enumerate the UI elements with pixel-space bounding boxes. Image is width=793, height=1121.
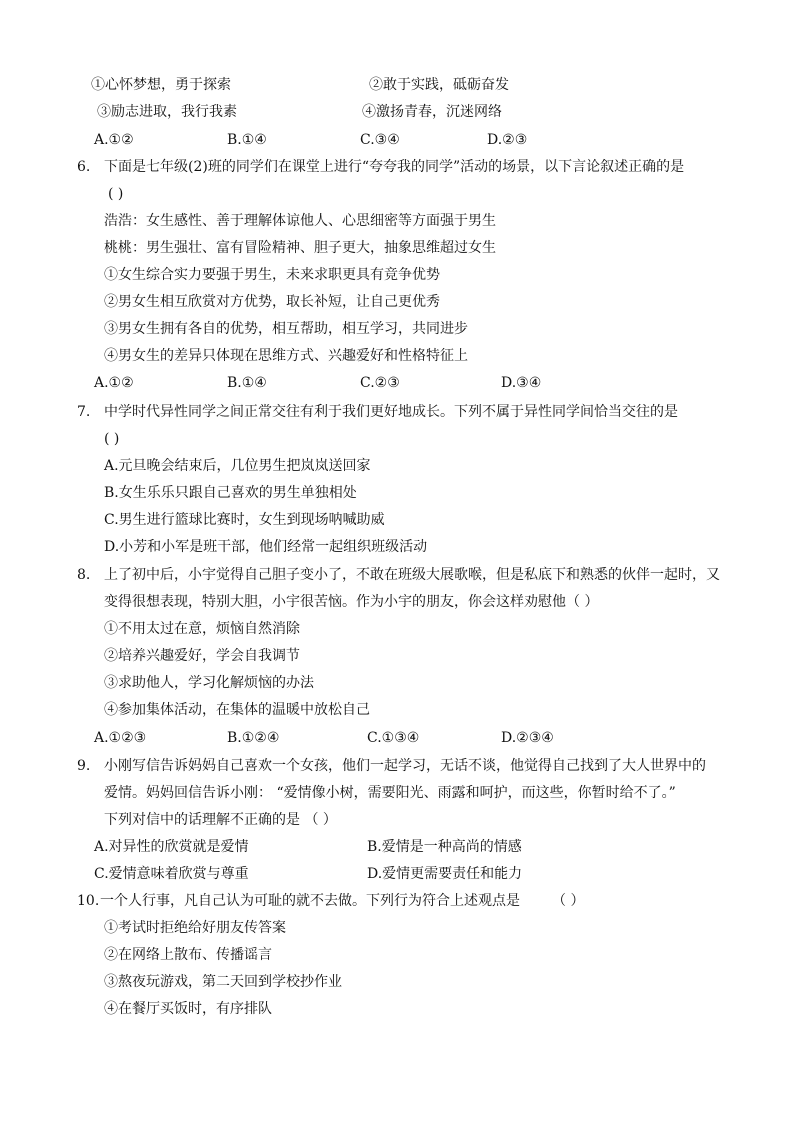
q5-statement-2: ②敢于实践，砥砺奋发 — [369, 77, 509, 93]
q7-option-d: D.小芳和小军是班干部，他们经常一起组织班级活动 — [104, 539, 428, 555]
q5-option-a: A.①② — [94, 132, 134, 148]
q10-statement-4: ④在餐厅买饭时，有序排队 — [104, 1001, 272, 1017]
q9-option-a: A.对异性的欣赏就是爱情 — [94, 839, 249, 855]
q5-statement-4: ④激扬青春，沉迷网络 — [362, 104, 502, 120]
q8-option-c: C.①③④ — [367, 730, 420, 746]
q7-stem: 中学时代异性同学之间正常交往有利于我们更好地成长。下列不属于异性同学间恰当交往的是 — [104, 404, 678, 420]
q10-statement-3: ③熬夜玩游戏，第二天回到学校抄作业 — [104, 974, 342, 990]
q10-number: 10. — [77, 893, 100, 909]
q9-option-d: D.爱情更需要责任和能力 — [367, 866, 523, 882]
q6-statement-4: ④男女生的差异只体现在思维方式、兴趣爱好和性格特征上 — [104, 348, 468, 364]
q8-statement-4: ④参加集体活动，在集体的温暖中放松自己 — [104, 702, 370, 718]
q9-option-b: B.爱情是一种高尚的情感 — [367, 839, 522, 855]
q8-option-a: A.①②③ — [94, 730, 147, 746]
q7-number: 7. — [77, 404, 91, 420]
q10-answer-paren: （ ） — [552, 893, 585, 909]
q9-stem-line-3: 下列对信中的话理解不正确的是 （ ） — [104, 812, 337, 828]
q6-dialogue-1: 浩浩：女生感性、善于理解体谅他人、心思细密等方面强于男生 — [104, 213, 496, 229]
q6-statement-3: ③男女生拥有各自的优势，相互帮助，相互学习，共同进步 — [104, 321, 468, 337]
q6-number: 6. — [77, 159, 91, 175]
q7-option-b: B.女生乐乐只跟自己喜欢的男生单独相处 — [104, 485, 357, 501]
q5-statement-1: ①心怀梦想，勇于探索 — [91, 77, 231, 93]
q5-option-d: D.②③ — [487, 132, 528, 148]
q8-statement-2: ②培养兴趣爱好，学会自我调节 — [104, 648, 300, 664]
q10-stem: 一个人行事，凡自己认为可耻的就不去做。下列行为符合上述观点是 — [100, 893, 520, 909]
q7-option-c: C.男生进行篮球比赛时，女生到现场呐喊助威 — [104, 512, 385, 528]
q8-statement-3: ③求助他人，学习化解烦恼的办法 — [104, 675, 314, 691]
q6-stem: 下面是七年级(2)班的同学们在课堂上进行“夸夸我的同学”活动的场景，以下言论叙述正确的是 — [104, 159, 685, 175]
q9-stem-line-1: 小刚写信告诉妈妈自己喜欢一个女孩，他们一起学习，无话不谈，他觉得自己找到了大人世界中的 — [104, 758, 706, 774]
q8-stem-line-2: 变得很想表现，特别大胆，小宇很苦恼。作为小宇的朋友，你会这样劝慰他（ ） — [104, 594, 599, 610]
q9-number: 9. — [77, 758, 91, 774]
q8-statement-1: ①不用太过在意，烦恼自然消除 — [104, 621, 300, 637]
q9-option-c: C.爱情意味着欣赏与尊重 — [94, 866, 249, 882]
q6-answer-paren: ( ) — [108, 186, 124, 202]
q6-dialogue-2: 桃桃：男生强壮、富有冒险精神、胆子更大，抽象思维超过女生 — [104, 240, 496, 256]
q7-answer-paren: ( ) — [104, 431, 120, 447]
q10-statement-1: ①考试时拒绝给好朋友传答案 — [104, 920, 286, 936]
q6-option-a: A.①② — [94, 375, 134, 391]
q6-option-b: B.①④ — [227, 375, 267, 391]
q10-statement-2: ②在网络上散布、传播谣言 — [104, 947, 272, 963]
q8-option-b: B.①②④ — [227, 730, 280, 746]
q6-statement-2: ②男女生相互欣赏对方优势，取长补短，让自己更优秀 — [104, 294, 440, 310]
q6-statement-1: ①女生综合实力要强于男生，未来求职更具有竞争优势 — [104, 267, 440, 283]
q9-stem-line-2: 爱情。妈妈回信告诉小刚： “爱情像小树，需要阳光、雨露和呵护，而这些，你暂时给不了。” — [104, 785, 676, 801]
q6-option-c: C.②③ — [360, 375, 400, 391]
q5-option-c: C.③④ — [360, 132, 400, 148]
q5-statement-3: ③励志进取，我行我素 — [97, 104, 237, 120]
q7-option-a: A.元旦晚会结束后，几位男生把岚岚送回家 — [104, 458, 371, 474]
q8-stem-line-1: 上了初中后，小宇觉得自己胆子变小了，不敢在班级大展歌喉，但是私底下和熟悉的伙伴一起时，又 — [104, 567, 720, 583]
q8-number: 8. — [77, 567, 91, 583]
q5-option-b: B.①④ — [227, 132, 267, 148]
q8-option-d: D.②③④ — [501, 730, 554, 746]
q6-option-d: D.③④ — [501, 375, 542, 391]
